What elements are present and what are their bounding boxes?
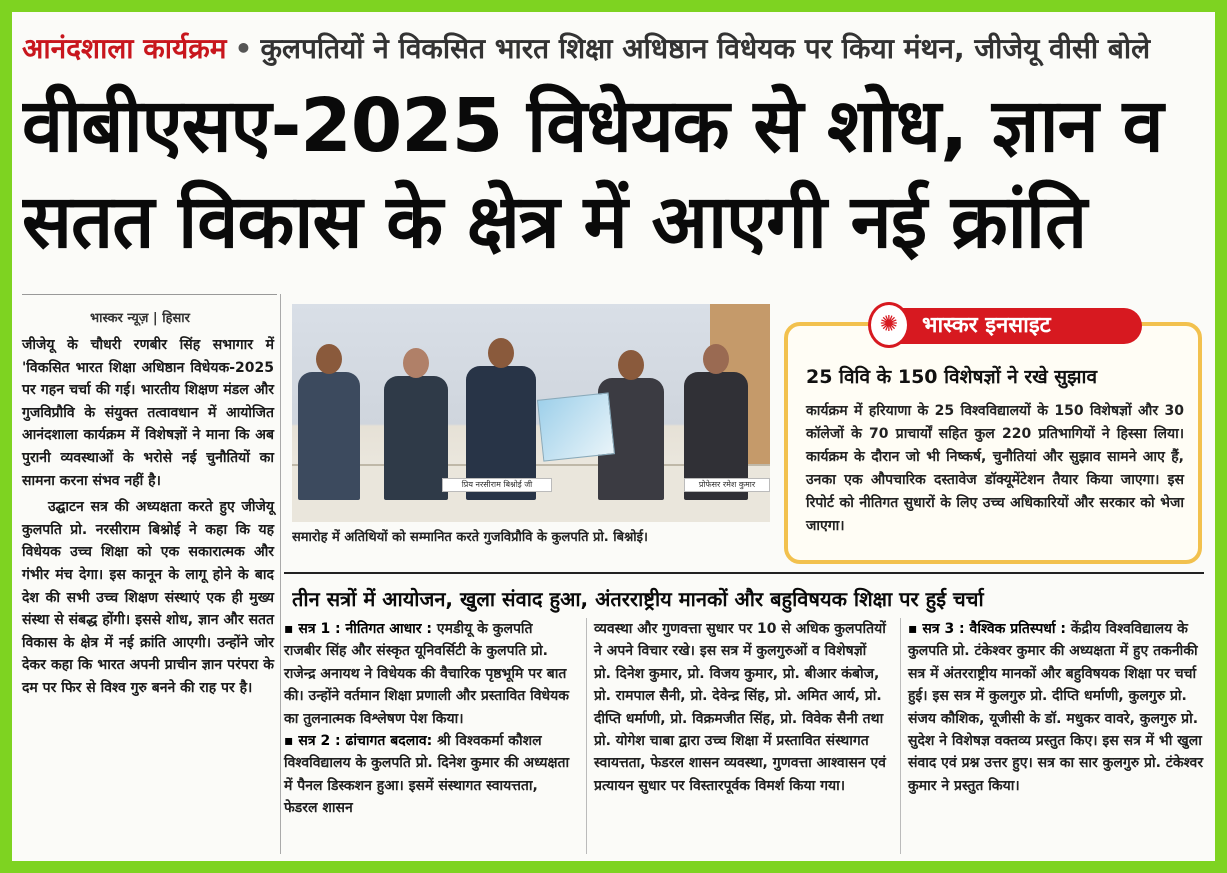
headline-line-2: सतत विकास के क्षेत्र में आएगी नई क्रांति	[22, 179, 1087, 265]
kicker-line	[22, 26, 1202, 72]
session-3-lead: सत्र 3 : वैश्विक प्रतिस्पर्धा :	[922, 621, 1066, 637]
session-divider-2	[900, 618, 901, 854]
session-column-1	[284, 618, 572, 820]
sessions-subhead: तीन सत्रों में आयोजन, खुला संवाद हुआ, अंतरराष्ट्रीय मानकों और बहुविषयक शिक्षा पर हुई चर्चा	[292, 587, 984, 611]
headline-line-1: वीबीएसए-2025 विधेयक से शोध, ज्ञान व	[22, 83, 1163, 169]
session-divider-1	[586, 618, 587, 854]
photo-person-3-head	[488, 338, 514, 368]
kicker-text: कुलपतियों ने विकसित भारत शिक्षा अधिष्ठान विधेयक पर किया मंथन, जीजेयू वीसी बोले	[260, 32, 1151, 65]
session-3-bullet: ▪	[908, 621, 918, 637]
byline-rule	[22, 294, 277, 295]
newspaper-clipping	[12, 12, 1215, 861]
session-1-text: एमडीयू के कुलपति राजबीर सिंह और संस्कृत यूनिवर्सिटी के कुलपति प्रो. राजेन्द्र अनायथ ने विधेयक की वैचारिक पृष्ठभूमि पर बात की। उन्होंने वर्तमान शिक्षा प्रणाली और प्रस्तावित विधेयक का तुलनात्मक विश्लेषण पेश किया।	[284, 621, 570, 727]
byline: भास्कर न्यूज़ | हिसार	[90, 311, 190, 326]
session-column-3	[908, 618, 1208, 797]
session-2-continued: व्यवस्था और गुणवत्ता सुधार पर 10 से अधिक कुलपतियों ने अपने विचार रखे। इस सत्र में कुलगुरुओं व विशेषज्ञों प्रो. दिनेश कुमार, प्रो. विजय कुमार, प्रो. बीआर कंबोज, प्रो. रामपाल सैनी, प्रो. देवेन्द्र सिंह, प्रो. अमित आर्य, प्रो. दीप्ति धर्माणी, प्रो. विक्रमजीत सिंह, प्रो. विवेक सैनी तथा प्रो. योगेश चाबा द्वारा उच्च शिक्षा में प्रस्तावित संस्थागत स्वायत्तता, फेडरल शासन व्यवस्था, गुणवत्ता आश्वासन एवं प्रत्यायन सुधार पर विस्तारपूर्वक विमर्श किया गया।	[594, 621, 886, 794]
session-1-bullet: ▪	[284, 621, 294, 637]
kicker-label: आनंदशाला कार्यक्रम	[22, 32, 227, 65]
insight-title: 25 विवि के 150 विशेषज्ञों ने रखे सुझाव	[806, 366, 1098, 388]
name-plaque-right: प्रोफेसर रमेश कुमार	[684, 478, 770, 492]
photo-caption: समारोह में अतिथियों को सम्मानित करते गुजविप्रौवि के कुलपति प्रो. बिश्नोई।	[292, 530, 648, 545]
intro-column	[22, 334, 274, 704]
photo-person-2-head	[403, 348, 429, 378]
headline	[22, 78, 1207, 270]
photo-person-2	[384, 376, 448, 500]
session-2-lead: सत्र 2 : ढांचागत बदलाव:	[298, 733, 433, 750]
photo-person-1-head	[316, 344, 342, 374]
insight-box	[784, 312, 1202, 564]
ceremony-photo	[292, 304, 770, 522]
session-2-text: श्री विश्वकर्मा कौशल विश्वविद्यालय के कुलपति प्रो. दिनेश कुमार की अध्यक्षता में पैनल डिस्कशन हुआ। इसमें संस्थागत स्वायत्तता, फेडरल शासन	[284, 733, 570, 817]
photo-person-1	[298, 372, 360, 500]
gift-box	[537, 392, 615, 461]
photo-person-4-head	[618, 350, 644, 380]
session-2-bullet: ▪	[284, 733, 294, 750]
session-column-2	[594, 618, 888, 797]
insight-badge: भास्कर इनसाइट	[870, 308, 1142, 344]
photo-person-5-head	[703, 344, 729, 374]
intro-paragraph-1: जीजेयू के चौधरी रणबीर सिंह सभागार में 'विकसित भारत शिक्षा अधिष्ठान विधेयक-2025 पर गहन चर्चा की गई। भारतीय शिक्षण मंडल और गुजविप्रौवि के संयुक्त तत्वावधान में आयोजित आनंदशाला कार्यक्रम में विशेषज्ञों ने माना कि अब पुरानी व्यवस्थाओं के भरोसे नई चुनौतियों का सामना करना संभव नहीं है।	[22, 337, 274, 489]
intro-paragraph-2: उद्घाटन सत्र की अध्यक्षता करते हुए जीजेयू कुलपति प्रो. नरसीराम बिश्नोई ने कहा कि यह विधेयक उच्च शिक्षा को एक सकारात्मक और गंभीर मंच देगा। इस कानून के लागू होने के बाद देश की सभी उच्च शिक्षण संस्थाएं एक ही मुख्य संस्था से संबद्ध होंगी। इससे शोध, ज्ञान और सतत विकास के क्षेत्र में नई क्रांति आएगी। उन्होंने जोर देकर कहा कि भारत अपनी प्राचीन ज्ञान परंपरा के दम पर फिर से विश्व गुरु बनने की राह पर है।	[22, 499, 274, 696]
insight-body: कार्यक्रम में हरियाणा के 25 विश्वविद्यालयों के 150 विशेषज्ञों और 30 कॉलेजों के 70 प्राचार्यों सहित कुल 220 प्रतिभागियों ने हिस्सा लिया। कार्यक्रम के दौरान जो भी निष्कर्ष, चुनौतियां और सुझाव सामने आए हैं, उनका एक औपचारिक दस्तावेज डॉक्यूमेंटेशन तैयार किया जाएगा। इस रिपोर्ट को नीतिगत सुधारों के लिए उच्च अधिकारियों और सरकार को भेजा जाएगा।	[806, 403, 1184, 534]
bulb-icon: ✺	[868, 302, 910, 348]
kicker-bullet: •	[234, 32, 253, 65]
session-3-text: केंद्रीय विश्वविद्यालय के कुलपति प्रो. टंकेश्वर कुमार की अध्यक्षता में हुए तकनीकी सत्र में अंतरराष्ट्रीय मानकों और बहुविषयक शिक्षा पर चर्चा हुई। इस सत्र में कुलगुरु प्रो. दीप्ति धर्माणी, कुलगुरु प्रो. संजय कौशिक, यूजीसी के डॉ. मधुकर वावरे, कुलगुरु प्रो. सुदेश ने विशेषज्ञ वक्तव्य प्रस्तुत किए। इस सत्र में भी खुला संवाद एवं प्रश्न उत्तर हुए। सत्र का सार कुलगुरु प्रो. टंकेश्वर कुमार ने प्रस्तुत किया।	[908, 621, 1204, 794]
name-plaque-left: प्रिय नरसीराम बिश्नोई जी	[442, 478, 552, 492]
session-1-lead: सत्र 1 : नीतिगत आधार :	[298, 621, 433, 637]
column-divider	[280, 294, 281, 854]
section-rule	[284, 572, 1204, 574]
